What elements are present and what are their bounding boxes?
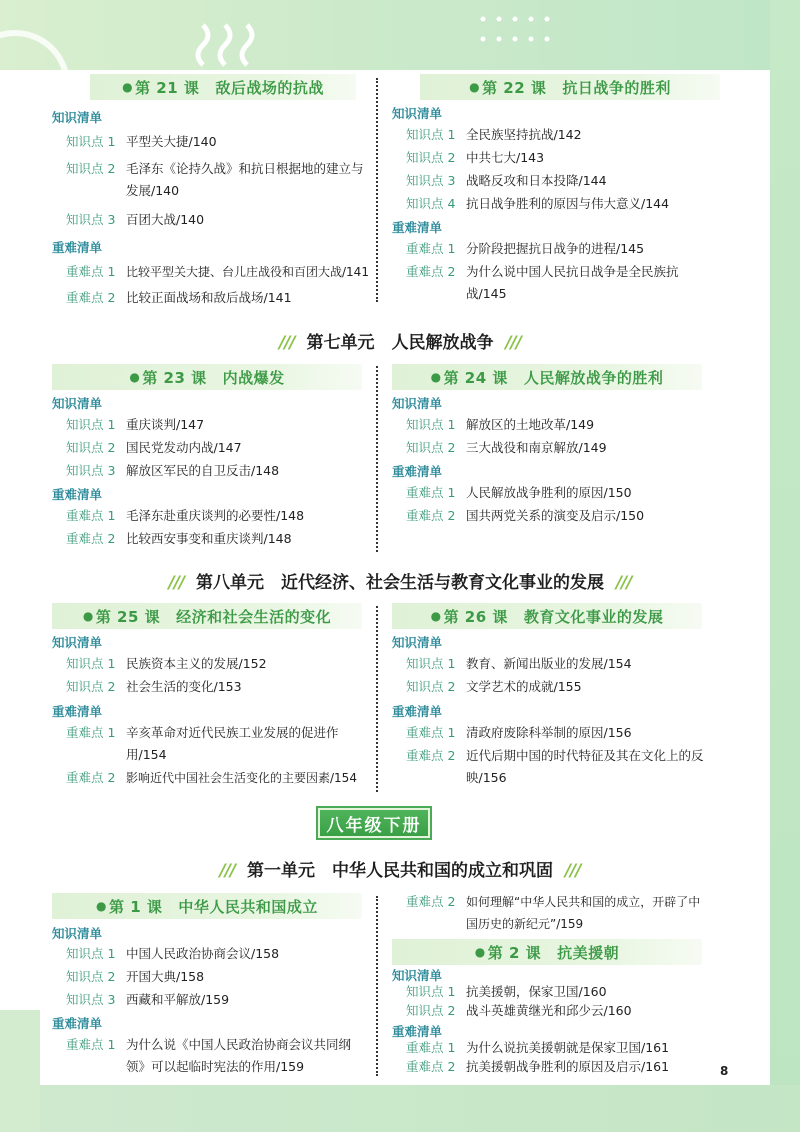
lesson-number: 第 1 课 [109,897,163,916]
lesson-title: 抗美援朝 [557,943,620,962]
difficulty-list-heading: 重难清单 [392,464,443,479]
left-corner-band [0,1010,40,1132]
lesson-number: 第 21 课 [135,78,200,97]
lesson-b1-header [52,893,362,919]
lesson-title: 内战爆发 [222,368,285,387]
knowledge-list-heading: 知识清单 [392,968,443,983]
bullet-icon: ● [82,609,94,623]
list-item: 知识点 2 战斗英雄黄继光和邱少云/160 [406,1003,632,1018]
lesson-21-header [90,74,356,100]
list-item: 知识点 1 重庆谈判/147 [66,417,205,432]
lesson-number: 第 2 课 [487,943,542,962]
list-item: 知识点 1 抗美援朝，保家卫国/160 [406,984,607,999]
lesson-title: 人民解放战争的胜利 [523,368,664,387]
list-item: 重难点 1 辛亥革命对近代民族工业发展的促进作用/154 [66,725,339,762]
lesson-22-header [420,74,720,100]
list-item: 知识点 1 全民族坚持抗战/142 [406,127,582,142]
lesson-title: 教育文化事业的发展 [523,607,664,626]
list-item: 知识点 3 解放区军民的自卫反击/148 [66,463,280,478]
list-item: 知识点 1 民族资本主义的发展/152 [66,656,267,671]
knowledge-list-heading: 知识清单 [52,635,103,650]
list-item: 知识点 1 解放区的土地改革/149 [406,417,595,432]
knowledge-list-heading: 知识清单 [392,106,443,121]
unit-7-title: /// 第七单元 人民解放战争 /// [279,333,521,353]
list-item: 知识点 2 开国大典/158 [66,969,205,984]
list-item: 知识点 3 战略反攻和日本投降/144 [406,173,607,188]
list-item: 重难点 2 为什么说中国人民抗日战争是全民族抗战/145 [406,264,679,301]
knowledge-list-heading: 知识清单 [52,926,103,941]
list-item: 重难点 2 如何理解“中华人民共和国的成立，开辟了中国历史的新纪元”/159 [406,894,701,931]
list-item: 重难点 1 比较平型关大捷、台儿庄战役和百团大战/141 [66,264,369,279]
difficulty-list-heading: 重难清单 [392,704,443,719]
list-item: 重难点 1 为什么说抗美援朝就是保家卫国/161 [406,1040,670,1055]
list-item: 知识点 3 百团大战/140 [66,212,205,227]
lesson-number: 第 25 课 [95,607,161,626]
list-item: 知识点 2 文学艺术的成就/155 [406,679,582,694]
list-item: 知识点 2 国民党发动内战/147 [66,440,242,455]
column-divider [376,896,378,1076]
header-band [0,0,800,70]
list-item: 知识点 1 教育、新闻出版业的发展/154 [406,656,632,671]
unit-8-title: /// 第八单元 近代经济、社会生活与教育文化事业的发展 /// [168,573,632,593]
unit-1-title: /// 第一单元 中华人民共和国的成立和巩固 /// [219,861,581,881]
difficulty-list-heading: 重难清单 [392,1024,443,1039]
list-item: 知识点 4 抗日战争胜利的原因与伟大意义/144 [406,196,670,211]
list-item: 重难点 1 人民解放战争胜利的原因/150 [406,485,632,500]
bullet-icon: ● [469,80,481,94]
list-item: 重难点 2 抗美援朝战争胜利的原因及启示/161 [406,1059,670,1074]
lesson-number: 第 26 课 [443,607,508,626]
lesson-b2-header [392,939,702,965]
footer-band [0,1085,800,1132]
list-item: 知识点 3 西藏和平解放/159 [66,992,230,1007]
bullet-icon: ● [430,609,442,623]
difficulty-list-heading: 重难清单 [392,220,443,235]
lesson-title: 敌后战场的抗战 [215,78,324,97]
list-item: 重难点 1 分阶段把握抗日战争的进程/145 [406,241,645,256]
column-divider [376,366,378,552]
list-item: 知识点 2 三大战役和南京解放/149 [406,440,607,455]
lesson-24-header [392,364,702,390]
bullet-icon: ● [122,80,134,94]
lesson-title: 中华人民共和国成立 [178,897,318,916]
lesson-26-header [392,603,702,629]
list-item: 重难点 2 国共两党关系的演变及启示/150 [406,508,645,523]
lesson-title: 抗日战争的胜利 [562,78,671,97]
difficulty-list-heading: 重难清单 [52,487,103,502]
list-item: 重难点 1 清政府废除科举制的原因/156 [406,725,632,740]
knowledge-list-heading: 知识清单 [52,110,103,125]
lesson-25-header [52,603,362,629]
list-item: 重难点 2 近代后期中国的时代特征及其在文化上的反映/156 [406,748,704,785]
list-item: 重难点 2 比较西安事变和重庆谈判/148 [66,531,292,546]
list-item: 知识点 1 平型关大捷/140 [66,134,217,149]
list-item: 知识点 1 中国人民政治协商会议/158 [66,946,280,961]
difficulty-list-heading: 重难清单 [52,704,103,719]
knowledge-list-heading: 知识清单 [52,396,103,411]
decorative-waves-icon [195,20,275,70]
difficulty-list-heading: 重难清单 [52,1016,103,1031]
column-divider [376,606,378,792]
right-band [770,0,800,1132]
column-divider [376,78,378,302]
lesson-number: 第 22 课 [482,78,547,97]
knowledge-list-heading: 知识清单 [392,635,443,650]
list-item: 知识点 2 中共七大/143 [406,150,545,165]
list-item: 知识点 2 社会生活的变化/153 [66,679,242,694]
list-item: 重难点 2 影响近代中国社会生活变化的主要因素/154 [66,770,357,785]
lesson-title: 经济和社会生活的变化 [176,607,332,626]
lesson-number: 第 24 课 [443,368,508,387]
lesson-number: 第 23 课 [142,368,207,387]
bullet-icon: ● [129,370,141,384]
page-number: 8 [720,1064,729,1078]
difficulty-list-heading: 重难清单 [52,240,103,255]
list-item: 重难点 2 比较正面战场和敌后战场/141 [66,290,292,305]
bullet-icon: ● [474,945,486,959]
grade-badge: 八年级下册 [318,808,430,838]
knowledge-list-heading: 知识清单 [392,396,443,411]
list-item: 知识点 2 毛泽东《论持久战》和抗日根据地的建立与发展/140 [66,161,364,198]
bullet-icon: ● [430,370,442,384]
bullet-icon: ● [96,899,108,913]
list-item: 重难点 1 为什么说《中国人民政治协商会议共同纲领》可以起临时宪法的作用/159 [66,1037,352,1074]
list-item: 重难点 1 毛泽东赴重庆谈判的必要性/148 [66,508,305,523]
decorative-dots-icon [478,14,568,54]
lesson-23-header [52,364,362,390]
